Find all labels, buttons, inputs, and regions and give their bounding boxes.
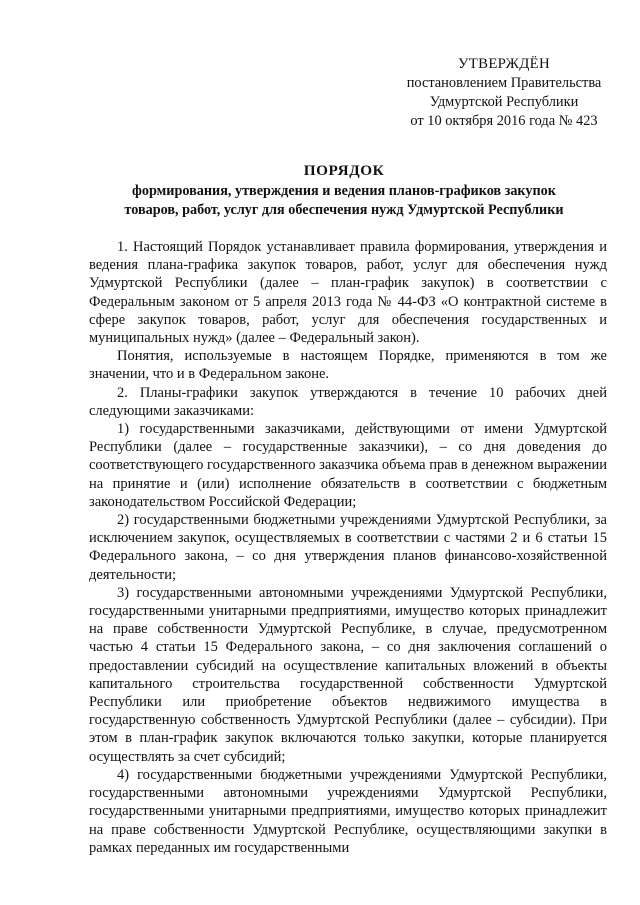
paragraph: Понятия, используемые в настоящем Порядке, применяются в том же значении, что и в Федеральном законе. (89, 348, 607, 383)
title-line: товаров, работ, услуг для обеспечения нужд Удмуртской Республики (124, 202, 564, 218)
paragraph: 1) государственными заказчиками, действующими от имени Удмуртской Республики (далее – государственные заказчики), – со дня доведения до соответствующего государственного заказчика объема прав в денежном выражении на принятие и (или) исполнение обязательств в соответствии с бюджетным законодательством Российской Федерации; (89, 421, 608, 510)
approval-line: постановлением Правительства (406, 75, 602, 91)
paragraph: 3) государственными автономными учреждениями Удмуртской Республики, государственными унитарными предприятиями, имущество которых принадлежит на праве собственности Удмуртской Республике, в случае, предусмотренном частью 4 статьи 15 Федерального закона, – со дня заключения соглашений о предоставлении субсидий на осуществление капитальных вложений в объекты капитального строительства государственной собственности Удмуртской Республики или приобретение объектов недвижимого имущества в государственную собственность Удмуртской Республики (далее – субсидии). При этом в план-график закупок включаются только закупки, которые планируется осуществлять за счет субсидий; (89, 584, 607, 765)
approval-stamp (390, 55, 618, 131)
title-main: ПОРЯДОК (303, 162, 385, 179)
title-line: формирования, утверждения и ведения планов-графиков закупок (132, 183, 556, 199)
paragraph: 4) государственными бюджетными учреждениями Удмуртской Республики, государственными автономными учреждениями Удмуртской Республики, государственными унитарными предприятиями, имущество которых принадлежит на праве собственности Удмуртской Республике, осуществляющими закупки в рамках переданных им государственными (89, 766, 607, 856)
paragraph: 1. Настоящий Порядок устанавливает правила формирования, утверждения и ведения плана-графика закупок товаров, работ, услуг для обеспечения нужд Удмуртской Республики (далее – план-график закупок) в соответствии с Федеральным законом от 5 апреля 2013 года № 44-ФЗ «О контрактной системе в сфере закупок товаров, работ, услуг для обеспечения государственных и муниципальных нужд» (далее – Федеральный закон). (89, 239, 607, 347)
paragraph: 2. Планы-графики закупок утверждаются в течение 10 рабочих дней следующими заказчиками: (89, 384, 607, 419)
approval-date-line: от 10 октября 2016 года № 423 (410, 113, 598, 129)
paragraph: 2) государственными бюджетными учреждениями Удмуртской Республики, за исключением закупок, осуществляемых в соответствии с частями 2 и 6 статьи 15 Федерального закона, – со дня утверждения планов финансово-хозяйственной деятельности; (89, 512, 607, 583)
document-title (84, 161, 604, 220)
approval-heading: УТВЕРЖДЁН (458, 56, 550, 72)
approval-line: Удмуртской Республики (429, 94, 579, 110)
document-body (89, 238, 607, 857)
